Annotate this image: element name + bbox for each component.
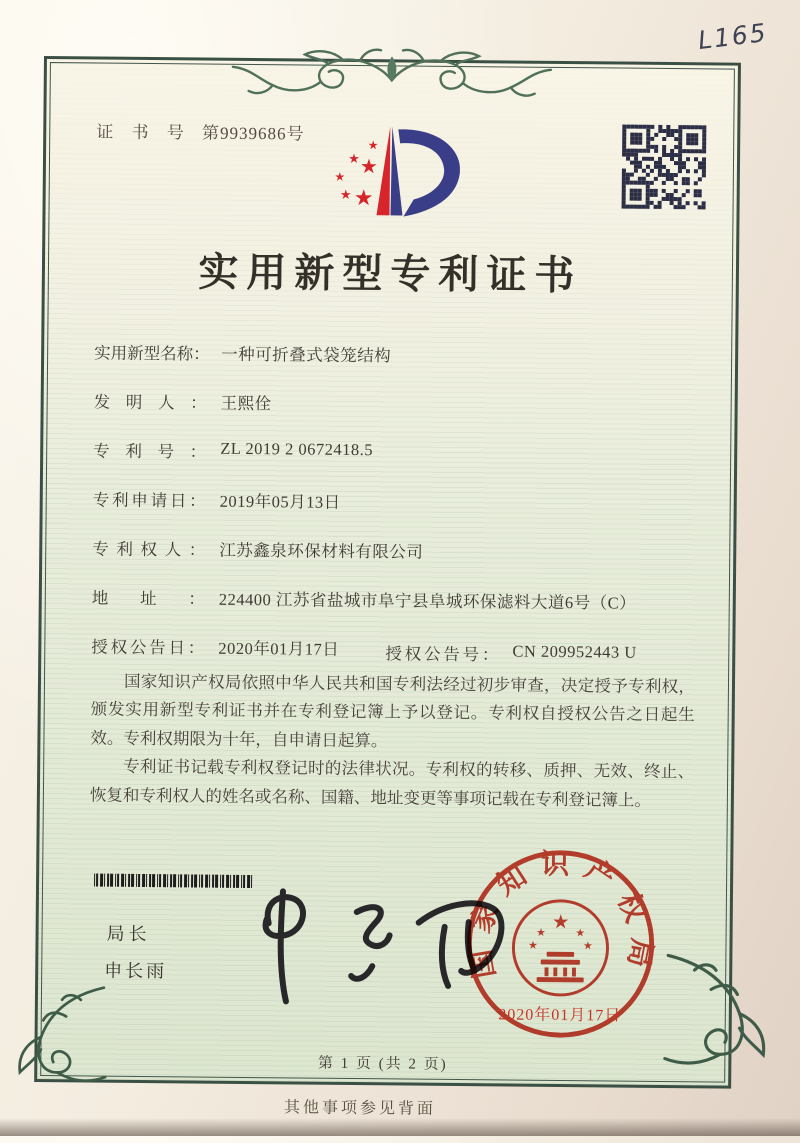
bottom-left-flourish-icon <box>3 985 108 1090</box>
svg-text:★: ★ <box>551 910 570 934</box>
svg-text:★: ★ <box>367 138 379 153</box>
svg-text:★: ★ <box>528 938 538 952</box>
svg-text:★: ★ <box>348 151 360 168</box>
field-grant-date: 授权公告日： 2020年01月17日 <box>91 637 340 659</box>
field-list <box>91 339 706 688</box>
handwritten-note: L165 <box>696 17 770 56</box>
photo-shadow-edge <box>0 1118 800 1136</box>
certificate-number-label: 证 书 号 <box>96 122 191 143</box>
field-filing-date: 专利申请日： 2019年05月13日 <box>92 490 341 512</box>
svg-text:★: ★ <box>575 926 586 940</box>
legal-paragraph-2: 专利证书记载专利权登记时的法律状况。专利权的转移、质押、无效、终止、恢复和专利权人的姓名或名称、国籍、地址变更等事项记载在专利登记簿上。 <box>89 756 695 810</box>
seal-organization: 国家知识产权局 <box>463 849 658 983</box>
page-number: 第 1 页 (共 2 页) <box>317 1055 448 1073</box>
certificate-number <box>96 118 304 145</box>
signer-name: 申长雨 <box>104 960 168 982</box>
signer-title: 局长 <box>106 923 151 945</box>
field-grant-row <box>91 633 703 665</box>
certificate-frame <box>34 56 741 1089</box>
back-side-note: 其他事项参见背面 <box>283 1099 436 1118</box>
legal-text <box>90 667 695 815</box>
certificate-number-value: 第9939686号 <box>201 123 305 144</box>
field-utility-model-name: 实用新型名称： 一种可折叠式袋笼结构 <box>94 343 392 366</box>
qr-code-icon <box>622 125 707 210</box>
svg-text:★: ★ <box>334 169 346 184</box>
field-patentee: 专利权人： 江苏鑫泉环保材料有限公司 <box>92 539 424 562</box>
field-inventor: 发明人： 王熙佺 <box>93 392 272 414</box>
field-address: 地址： 224400 江苏省盐城市阜宁县阜城环保滤料大道6号（C） <box>91 588 637 613</box>
svg-text:★: ★ <box>353 185 374 212</box>
seal-date: 2020年01月17日 <box>498 1006 622 1025</box>
national-emblem-icon <box>513 900 608 995</box>
certificate-title: 实用新型专利证书 <box>198 249 583 299</box>
cnipa-logo-icon <box>323 122 464 233</box>
legal-paragraph-1: 国家知识产权局依照中华人民共和国专利法经过初步审查，决定授予专利权，颁发实用新型专利证书并在专利登记簿上予以登记。专利权自授权公告之日起生效。专利权期限为十年，自申请日起算。 <box>90 671 696 751</box>
svg-text:★: ★ <box>583 939 593 953</box>
svg-text:★: ★ <box>359 154 379 179</box>
field-grant-number: 授权公告号： CN 209952443 U <box>385 641 637 665</box>
field-patent-number: 专利号： ZL 2019 2 0672418.5 <box>93 438 374 462</box>
top-scroll-ornament-icon <box>227 45 558 110</box>
svg-text:★: ★ <box>339 187 352 203</box>
svg-text:★: ★ <box>536 925 546 940</box>
